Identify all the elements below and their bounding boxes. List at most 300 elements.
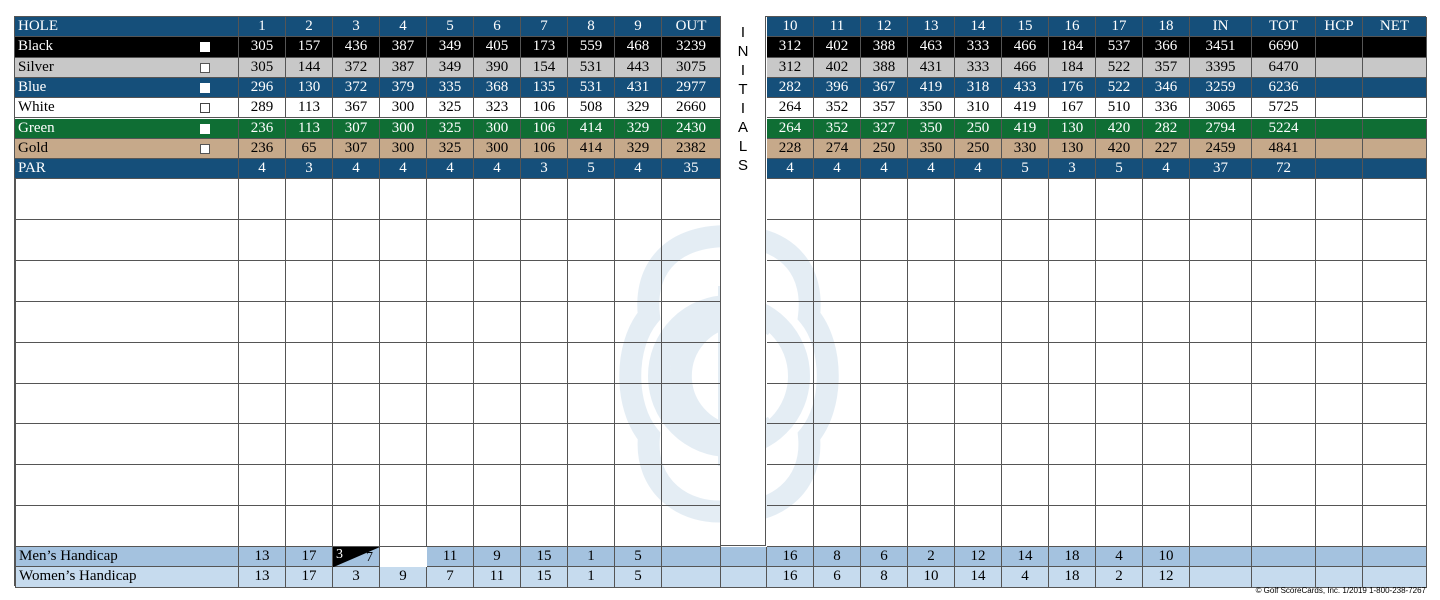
tee-yardage: 310	[955, 98, 1002, 118]
score-cell[interactable]	[1143, 302, 1190, 343]
score-cell[interactable]	[861, 261, 908, 302]
tee-checkbox[interactable]	[200, 103, 210, 113]
score-cell[interactable]	[521, 220, 568, 261]
score-cell[interactable]	[1363, 261, 1427, 302]
score-cell[interactable]	[474, 261, 521, 302]
score-cell[interactable]	[861, 506, 908, 547]
score-cell[interactable]	[380, 220, 427, 261]
score-cell[interactable]	[1143, 343, 1190, 384]
score-cell[interactable]	[1363, 220, 1427, 261]
tee-yardage: 236	[239, 119, 286, 139]
handicap-empty	[1363, 547, 1427, 567]
header-1: 1	[239, 17, 286, 37]
score-cell[interactable]	[568, 302, 615, 343]
score-cell[interactable]	[662, 343, 721, 384]
score-cell[interactable]	[521, 261, 568, 302]
score-cell[interactable]	[814, 384, 861, 425]
score-cell[interactable]	[474, 465, 521, 506]
score-cell[interactable]	[1096, 220, 1143, 261]
tee-yardage: 531	[568, 78, 615, 98]
score-cell[interactable]	[1316, 261, 1363, 302]
score-cell[interactable]	[1002, 261, 1049, 302]
score-cell[interactable]	[474, 179, 521, 220]
score-cell[interactable]	[1190, 506, 1252, 547]
score-cell[interactable]	[1143, 179, 1190, 220]
score-cell[interactable]	[1252, 506, 1316, 547]
score-cell[interactable]	[521, 179, 568, 220]
tee-yardage: 135	[521, 78, 568, 98]
handicap-empty	[1316, 567, 1363, 587]
header-7: 7	[521, 17, 568, 37]
score-cell[interactable]	[767, 424, 814, 465]
tee-yardage: 2430	[662, 119, 721, 139]
tee-yardage: 329	[615, 139, 662, 159]
score-cell[interactable]	[1049, 179, 1096, 220]
player-name-cell[interactable]	[15, 506, 239, 547]
tee-yardage: 325	[427, 98, 474, 118]
par-value: 5	[1002, 159, 1049, 179]
score-cell[interactable]	[1002, 384, 1049, 425]
score-cell[interactable]	[1316, 179, 1363, 220]
score-cell[interactable]	[286, 343, 333, 384]
score-cell[interactable]	[955, 261, 1002, 302]
hcp-cell	[1316, 78, 1363, 98]
score-cell[interactable]	[908, 506, 955, 547]
score-cell[interactable]	[1096, 384, 1143, 425]
score-cell[interactable]	[333, 465, 380, 506]
tee-yardage: 236	[239, 139, 286, 159]
score-cell[interactable]	[286, 506, 333, 547]
score-cell[interactable]	[380, 384, 427, 425]
score-cell[interactable]	[1363, 384, 1427, 425]
score-cell[interactable]	[521, 506, 568, 547]
score-cell[interactable]	[767, 384, 814, 425]
score-cell[interactable]	[1049, 424, 1096, 465]
score-cell[interactable]	[286, 465, 333, 506]
score-cell[interactable]	[380, 424, 427, 465]
handicap-value: 7	[427, 567, 474, 587]
score-cell[interactable]	[1049, 220, 1096, 261]
score-cell[interactable]	[767, 302, 814, 343]
score-cell[interactable]	[1049, 261, 1096, 302]
score-cell[interactable]	[1252, 384, 1316, 425]
score-cell[interactable]	[615, 302, 662, 343]
score-cell[interactable]	[955, 302, 1002, 343]
score-cell[interactable]	[239, 179, 286, 220]
tee-yardage: 2794	[1190, 119, 1252, 139]
tee-yardage: 368	[474, 78, 521, 98]
score-cell[interactable]	[1252, 343, 1316, 384]
score-cell[interactable]	[1002, 179, 1049, 220]
score-cell[interactable]	[861, 220, 908, 261]
score-cell[interactable]	[1363, 302, 1427, 343]
score-cell[interactable]	[1316, 465, 1363, 506]
par-label: PAR	[15, 159, 239, 179]
tee-yardage: 113	[286, 98, 333, 118]
player-name-cell[interactable]	[15, 179, 239, 220]
score-cell[interactable]	[814, 302, 861, 343]
score-cell[interactable]	[861, 179, 908, 220]
par-value: 3	[1049, 159, 1096, 179]
tee-yardage: 307	[333, 139, 380, 159]
score-cell[interactable]	[1316, 302, 1363, 343]
score-cell[interactable]	[380, 343, 427, 384]
tee-checkbox[interactable]	[200, 144, 210, 154]
score-cell[interactable]	[1252, 220, 1316, 261]
score-cell[interactable]	[1252, 261, 1316, 302]
par-value: 4	[908, 159, 955, 179]
score-cell[interactable]	[955, 384, 1002, 425]
score-cell[interactable]	[861, 384, 908, 425]
score-cell[interactable]	[1049, 384, 1096, 425]
tee-yardage: 106	[521, 139, 568, 159]
par-value: 3	[286, 159, 333, 179]
score-cell[interactable]	[1190, 302, 1252, 343]
score-cell[interactable]	[474, 506, 521, 547]
score-cell[interactable]	[908, 220, 955, 261]
score-cell[interactable]	[1190, 179, 1252, 220]
score-cell[interactable]	[568, 424, 615, 465]
tee-checkbox[interactable]	[200, 83, 210, 93]
score-cell[interactable]	[239, 465, 286, 506]
tee-name-green: Green	[15, 119, 239, 139]
score-cell[interactable]	[239, 343, 286, 384]
score-cell[interactable]	[767, 179, 814, 220]
score-cell[interactable]	[568, 343, 615, 384]
score-cell[interactable]	[662, 179, 721, 220]
handicap-empty	[1190, 547, 1252, 567]
score-cell[interactable]	[427, 343, 474, 384]
header-out: OUT	[662, 17, 721, 37]
score-cell[interactable]	[1143, 261, 1190, 302]
player-name-cell[interactable]	[15, 261, 239, 302]
tee-yardage: 390	[474, 58, 521, 78]
tee-yardage: 106	[521, 98, 568, 118]
score-cell[interactable]	[380, 302, 427, 343]
tee-yardage: 312	[767, 37, 814, 57]
handicap-value: 10	[1143, 547, 1190, 567]
player-name-cell[interactable]	[15, 220, 239, 261]
score-cell[interactable]	[568, 220, 615, 261]
score-cell[interactable]	[814, 261, 861, 302]
score-cell[interactable]	[1316, 343, 1363, 384]
score-cell[interactable]	[908, 302, 955, 343]
score-cell[interactable]	[955, 424, 1002, 465]
score-cell[interactable]	[615, 465, 662, 506]
tee-yardage: 289	[239, 98, 286, 118]
handicap-value	[333, 547, 380, 567]
score-cell[interactable]	[333, 424, 380, 465]
par-value: 4	[861, 159, 908, 179]
score-cell[interactable]	[908, 179, 955, 220]
score-cell[interactable]	[333, 506, 380, 547]
score-cell[interactable]	[427, 302, 474, 343]
score-cell[interactable]	[521, 424, 568, 465]
score-cell[interactable]	[1002, 220, 1049, 261]
score-cell[interactable]	[1049, 465, 1096, 506]
score-cell[interactable]	[239, 261, 286, 302]
score-cell[interactable]	[568, 261, 615, 302]
score-cell[interactable]	[662, 384, 721, 425]
net-cell	[1363, 78, 1427, 98]
score-cell[interactable]	[1316, 384, 1363, 425]
score-cell[interactable]	[1316, 424, 1363, 465]
score-cell[interactable]	[1049, 302, 1096, 343]
tee-yardage: 6690	[1252, 37, 1316, 57]
score-cell[interactable]	[662, 261, 721, 302]
score-cell[interactable]	[615, 343, 662, 384]
header-hole: HOLE	[15, 17, 239, 37]
score-cell[interactable]	[1049, 506, 1096, 547]
score-cell[interactable]	[1096, 506, 1143, 547]
header-11: 11	[814, 17, 861, 37]
score-cell[interactable]	[568, 179, 615, 220]
handicap-value: 5	[615, 547, 662, 567]
hcp-cell	[1316, 37, 1363, 57]
tee-yardage: 405	[474, 37, 521, 57]
tee-yardage: 154	[521, 58, 568, 78]
score-cell[interactable]	[333, 261, 380, 302]
score-cell[interactable]	[955, 465, 1002, 506]
score-cell[interactable]	[908, 343, 955, 384]
score-cell[interactable]	[474, 302, 521, 343]
score-cell[interactable]	[521, 302, 568, 343]
score-cell[interactable]	[1143, 506, 1190, 547]
score-cell[interactable]	[333, 302, 380, 343]
score-cell[interactable]	[427, 384, 474, 425]
score-cell[interactable]	[380, 261, 427, 302]
score-cell[interactable]	[286, 424, 333, 465]
score-cell[interactable]	[662, 302, 721, 343]
score-cell[interactable]	[1096, 465, 1143, 506]
score-cell[interactable]	[239, 384, 286, 425]
score-cell[interactable]	[955, 179, 1002, 220]
score-cell[interactable]	[1252, 179, 1316, 220]
handicap-value: 6	[861, 547, 908, 567]
player-name-cell[interactable]	[15, 302, 239, 343]
score-cell[interactable]	[239, 424, 286, 465]
score-cell[interactable]	[1096, 343, 1143, 384]
score-cell[interactable]	[333, 343, 380, 384]
score-cell[interactable]	[861, 343, 908, 384]
score-cell[interactable]	[1143, 384, 1190, 425]
tee-yardage: 2660	[662, 98, 721, 118]
score-cell[interactable]	[568, 384, 615, 425]
tee-yardage: 350	[908, 139, 955, 159]
player-name-cell[interactable]	[15, 465, 239, 506]
initials-letter: I	[740, 100, 746, 117]
score-cell[interactable]	[908, 424, 955, 465]
score-cell[interactable]	[568, 465, 615, 506]
tee-yardage: 350	[908, 119, 955, 139]
handicap-value: 13	[239, 547, 286, 567]
score-cell[interactable]	[814, 343, 861, 384]
header-in: IN	[1190, 17, 1252, 37]
score-cell[interactable]	[861, 465, 908, 506]
score-cell[interactable]	[474, 384, 521, 425]
score-cell[interactable]	[615, 179, 662, 220]
score-cell[interactable]	[1363, 424, 1427, 465]
score-cell[interactable]	[615, 424, 662, 465]
score-cell[interactable]	[1190, 465, 1252, 506]
score-cell[interactable]	[474, 343, 521, 384]
score-cell[interactable]	[427, 179, 474, 220]
score-cell[interactable]	[1363, 343, 1427, 384]
handicap-value: 2	[1096, 567, 1143, 587]
score-cell[interactable]	[286, 261, 333, 302]
score-cell[interactable]	[908, 465, 955, 506]
tee-yardage: 3075	[662, 58, 721, 78]
handicap-value: 4	[1002, 567, 1049, 587]
score-cell[interactable]	[1002, 506, 1049, 547]
score-cell[interactable]	[1049, 343, 1096, 384]
tee-yardage: 318	[955, 78, 1002, 98]
score-cell[interactable]	[427, 220, 474, 261]
score-cell[interactable]	[474, 220, 521, 261]
handicap-empty	[1190, 567, 1252, 587]
score-cell[interactable]	[814, 465, 861, 506]
score-cell[interactable]	[380, 179, 427, 220]
score-cell[interactable]	[521, 384, 568, 425]
score-cell[interactable]	[814, 424, 861, 465]
player-name-cell[interactable]	[15, 424, 239, 465]
score-cell[interactable]	[767, 220, 814, 261]
score-cell[interactable]	[239, 220, 286, 261]
score-cell[interactable]	[767, 465, 814, 506]
tee-yardage: 372	[333, 58, 380, 78]
score-cell[interactable]	[814, 179, 861, 220]
score-cell[interactable]	[239, 302, 286, 343]
score-cell[interactable]	[1002, 465, 1049, 506]
score-cell[interactable]	[1002, 302, 1049, 343]
player-name-cell[interactable]	[15, 384, 239, 425]
score-cell[interactable]	[1190, 384, 1252, 425]
score-cell[interactable]	[380, 506, 427, 547]
tee-yardage: 531	[568, 58, 615, 78]
score-cell[interactable]	[1096, 302, 1143, 343]
score-cell[interactable]	[1363, 506, 1427, 547]
score-cell[interactable]	[286, 220, 333, 261]
score-cell[interactable]	[615, 506, 662, 547]
score-cell[interactable]	[662, 424, 721, 465]
score-cell[interactable]	[1002, 343, 1049, 384]
score-cell[interactable]	[286, 302, 333, 343]
score-cell[interactable]	[427, 424, 474, 465]
handicap-value: 18	[1049, 567, 1096, 587]
score-cell[interactable]	[474, 424, 521, 465]
handicap-back: 7	[366, 550, 373, 566]
score-cell[interactable]	[1252, 465, 1316, 506]
handicap-value: 1	[568, 547, 615, 567]
par-value: 72	[1252, 159, 1316, 179]
score-cell[interactable]	[955, 220, 1002, 261]
score-cell[interactable]	[333, 179, 380, 220]
score-cell[interactable]	[1143, 220, 1190, 261]
score-cell[interactable]	[1316, 506, 1363, 547]
score-cell[interactable]	[521, 343, 568, 384]
handicap-value: 8	[814, 547, 861, 567]
score-cell[interactable]	[861, 302, 908, 343]
score-cell[interactable]	[427, 261, 474, 302]
score-cell[interactable]	[1190, 424, 1252, 465]
tee-yardage: 537	[1096, 37, 1143, 57]
score-cell[interactable]	[662, 506, 721, 547]
handicap-value	[662, 547, 721, 567]
tee-yardage: 522	[1096, 58, 1143, 78]
score-cell[interactable]	[1190, 343, 1252, 384]
tee-checkbox[interactable]	[200, 42, 210, 52]
tee-yardage: 130	[1049, 139, 1096, 159]
tee-yardage: 300	[380, 119, 427, 139]
handicap-value: 8	[861, 567, 908, 587]
score-cell[interactable]	[333, 384, 380, 425]
score-cell[interactable]	[1252, 424, 1316, 465]
score-cell[interactable]	[1002, 424, 1049, 465]
score-cell[interactable]	[286, 384, 333, 425]
score-cell[interactable]	[1252, 302, 1316, 343]
score-cell[interactable]	[286, 179, 333, 220]
score-cell[interactable]	[333, 220, 380, 261]
score-cell[interactable]	[955, 343, 1002, 384]
score-cell[interactable]	[521, 465, 568, 506]
tee-checkbox[interactable]	[200, 124, 210, 134]
score-cell[interactable]	[662, 465, 721, 506]
tee-yardage: 357	[861, 98, 908, 118]
score-cell[interactable]	[427, 506, 474, 547]
tee-yardage: 3451	[1190, 37, 1252, 57]
tee-yardage: 372	[333, 78, 380, 98]
score-cell[interactable]	[767, 506, 814, 547]
tee-yardage: 274	[814, 139, 861, 159]
score-cell[interactable]	[615, 220, 662, 261]
score-cell[interactable]	[239, 506, 286, 547]
tee-yardage: 420	[1096, 119, 1143, 139]
score-cell[interactable]	[1363, 465, 1427, 506]
tee-yardage: 305	[239, 58, 286, 78]
score-cell[interactable]	[1096, 261, 1143, 302]
score-cell[interactable]	[814, 220, 861, 261]
tee-yardage: 367	[861, 78, 908, 98]
score-cell[interactable]	[1096, 424, 1143, 465]
score-cell[interactable]	[908, 261, 955, 302]
score-cell[interactable]	[1363, 179, 1427, 220]
par-value: 3	[521, 159, 568, 179]
score-cell[interactable]	[615, 384, 662, 425]
tee-checkbox[interactable]	[200, 63, 210, 73]
score-cell[interactable]	[662, 220, 721, 261]
score-cell[interactable]	[1316, 220, 1363, 261]
score-cell[interactable]	[1190, 261, 1252, 302]
player-name-cell[interactable]	[15, 343, 239, 384]
score-cell[interactable]	[767, 343, 814, 384]
score-cell[interactable]	[1190, 220, 1252, 261]
score-cell[interactable]	[615, 261, 662, 302]
score-cell[interactable]	[861, 424, 908, 465]
score-cell[interactable]	[908, 384, 955, 425]
score-cell[interactable]	[427, 465, 474, 506]
score-cell[interactable]	[955, 506, 1002, 547]
handicap-value: 17	[286, 567, 333, 587]
score-cell[interactable]	[380, 465, 427, 506]
tee-yardage: 402	[814, 37, 861, 57]
score-cell[interactable]	[1096, 179, 1143, 220]
score-cell[interactable]	[568, 506, 615, 547]
score-cell[interactable]	[1143, 465, 1190, 506]
score-cell[interactable]	[767, 261, 814, 302]
tee-name-blue: Blue	[15, 78, 239, 98]
score-cell[interactable]	[1143, 424, 1190, 465]
score-cell[interactable]	[814, 506, 861, 547]
